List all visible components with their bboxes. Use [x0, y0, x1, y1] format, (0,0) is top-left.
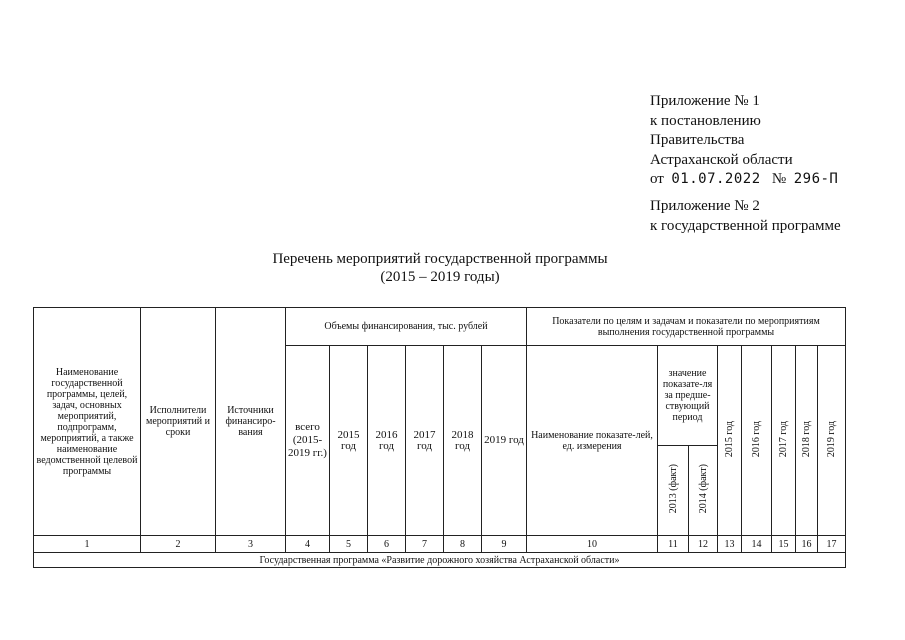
header-total: всего (2015-2019 гг.) [286, 346, 330, 536]
appendix-1-date-line [650, 170, 838, 190]
column-number: 6 [368, 536, 406, 553]
decree-number: 296-П [793, 171, 839, 187]
ind-2018-label: 2018 год [801, 420, 812, 458]
appendix-1-title: Приложение № 1 [650, 93, 760, 109]
ind-2019-label: 2019 год [826, 420, 837, 458]
header-funding-group: Объемы финансирования, тыс. рублей [286, 308, 527, 346]
header-year-2016: 2016 год [368, 346, 406, 536]
column-numbers-row [34, 536, 846, 553]
column-number: 10 [527, 536, 658, 553]
column-number: 2 [141, 536, 216, 553]
column-number: 7 [406, 536, 444, 553]
column-number: 5 [330, 536, 368, 553]
program-name-cell: Государственная программа «Развитие дорожного хозяйства Астраханской области» [34, 553, 846, 568]
header-fact-2013 [658, 446, 689, 536]
header-previous-period: значение показате-ля за предше-ствующий период [658, 346, 718, 446]
column-number: 9 [482, 536, 527, 553]
appendix-2-line2: к государственной программе [650, 217, 841, 234]
header-year-2018: 2018 год [444, 346, 482, 536]
column-number: 16 [796, 536, 818, 553]
number-sign: № [771, 171, 787, 187]
header-year-2019: 2019 год [482, 346, 527, 536]
appendix-1-line4: Астраханской области [650, 151, 793, 168]
column-number: 15 [772, 536, 796, 553]
header-fact-2014 [689, 446, 718, 536]
header-ind-2017 [772, 346, 796, 536]
appendix-1-block [650, 92, 838, 190]
ind-2016-label: 2016 год [751, 420, 762, 458]
column-number: 3 [216, 536, 286, 553]
header-year-2017: 2017 год [406, 346, 444, 536]
decree-date: 01.07.2022 [671, 171, 761, 187]
document-title: Перечень мероприятий государственной программы [272, 251, 608, 267]
ind-2015-label: 2015 год [724, 420, 735, 458]
appendix-1-line2: к постановлению [650, 112, 761, 129]
appendix-1-line3: Правительства [650, 132, 745, 148]
header-program-name: Наименование государственной программы, целей, задач, основных мероприятий, подпрограмм, мероприятий, а также наименование ведомственной целевой программы [34, 308, 141, 536]
header-executors: Исполнители мероприятий и сроки [141, 308, 216, 536]
document-period: (2015 – 2019 годы) [380, 269, 500, 285]
ind-2017-label: 2017 год [778, 420, 789, 458]
column-number: 8 [444, 536, 482, 553]
column-number: 1 [34, 536, 141, 553]
appendix-2-title: Приложение № 2 [650, 198, 760, 214]
header-ind-2016 [742, 346, 772, 536]
column-number: 12 [689, 536, 718, 553]
fact-2014-label: 2014 (факт) [697, 464, 709, 514]
column-number: 14 [742, 536, 772, 553]
header-ind-2018 [796, 346, 818, 536]
header-indicator-name: Наименование показате-лей, ед. измерения [527, 346, 658, 536]
column-number: 11 [658, 536, 689, 553]
column-number: 13 [718, 536, 742, 553]
header-ind-2015 [718, 346, 742, 536]
header-sources: Источники финансиро-вания [216, 308, 286, 536]
header-ind-2019 [818, 346, 846, 536]
column-number: 4 [286, 536, 330, 553]
column-number: 17 [818, 536, 846, 553]
date-prefix: от [650, 171, 664, 187]
appendix-2-block [650, 197, 841, 236]
measures-table [33, 307, 846, 568]
header-year-2015: 2015 год [330, 346, 368, 536]
header-indicators-group: Показатели по целям и задачам и показатели по мероприятиям выполнения государственной программы [527, 308, 846, 346]
program-row [34, 553, 846, 568]
fact-2013-label: 2013 (факт) [667, 464, 679, 514]
